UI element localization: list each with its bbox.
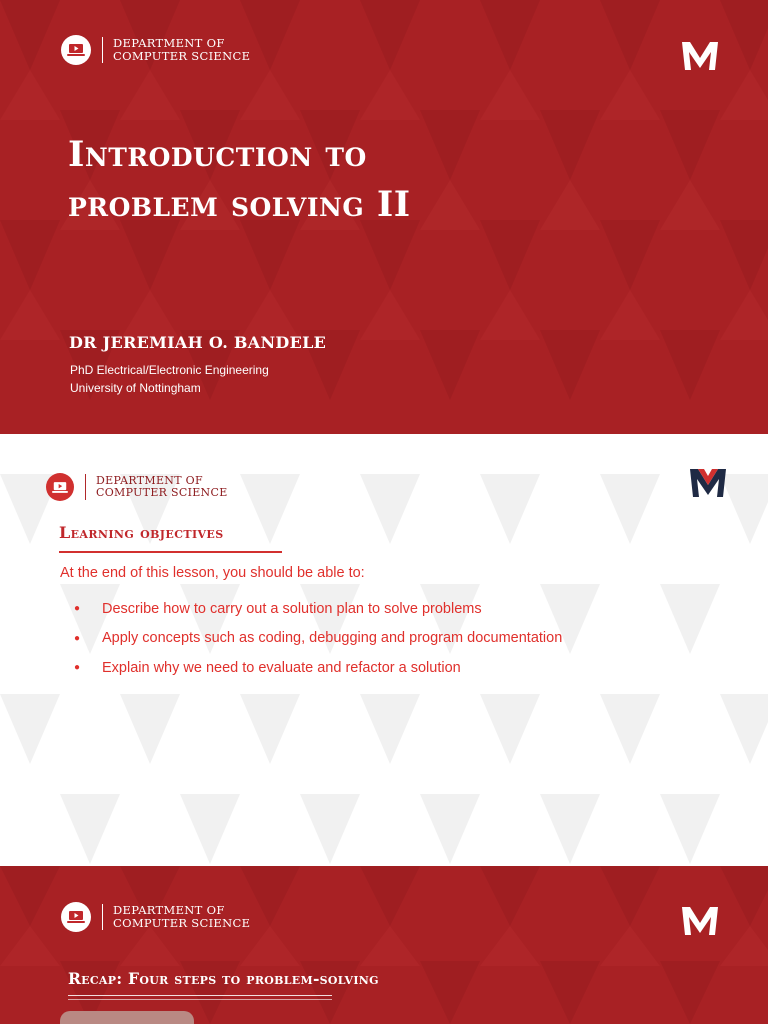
bullet: ● bbox=[74, 662, 81, 674]
department-name bbox=[113, 37, 250, 63]
logo-divider bbox=[102, 904, 103, 930]
section-title: Learning objectives bbox=[59, 523, 224, 542]
logo-divider bbox=[102, 37, 103, 63]
presenter-affiliation bbox=[70, 361, 269, 397]
department-name bbox=[96, 475, 228, 499]
department-name bbox=[113, 904, 250, 930]
university-m-logo bbox=[682, 905, 718, 937]
department-logo bbox=[46, 473, 228, 501]
slide-title-line1: Introduction to bbox=[68, 134, 367, 175]
affiliation-degree: PhD Electrical/Electronic Engineering bbox=[70, 363, 269, 377]
laptop-play-icon bbox=[61, 35, 91, 65]
background-pattern bbox=[0, 866, 768, 1024]
objective-text: Describe how to carry out a solution plan to solve problems bbox=[102, 600, 482, 617]
title-underline-secondary bbox=[68, 999, 332, 1000]
presenter-name: DR JEREMIAH O. BANDELE bbox=[69, 333, 327, 352]
list-item bbox=[74, 594, 562, 624]
laptop-play-icon bbox=[61, 902, 91, 932]
title-slide bbox=[0, 0, 768, 434]
department-name-line1: DEPARTMENT OF bbox=[113, 903, 225, 917]
list-item bbox=[74, 624, 562, 654]
department-name-line1: DEPARTMENT OF bbox=[96, 474, 203, 487]
bullet: ● bbox=[74, 632, 81, 644]
laptop-play-icon bbox=[46, 473, 74, 501]
affiliation-university: University of Nottingham bbox=[70, 381, 201, 395]
bullet: ● bbox=[74, 603, 81, 615]
objective-text: Explain why we need to evaluate and refactor a solution bbox=[102, 659, 461, 676]
logo-divider bbox=[85, 474, 86, 500]
university-m-logo bbox=[690, 467, 726, 499]
objectives-intro: At the end of this lesson, you should be able to: bbox=[60, 565, 365, 581]
section-title: Recap: Four steps to problem-solving bbox=[68, 969, 379, 988]
objectives-list bbox=[74, 594, 562, 683]
department-logo bbox=[61, 902, 250, 932]
department-name-line2: COMPUTER SCIENCE bbox=[113, 49, 251, 63]
university-m-logo bbox=[682, 40, 718, 72]
step-card-partial bbox=[60, 1011, 194, 1024]
department-name-line2: COMPUTER SCIENCE bbox=[113, 916, 251, 930]
title-underline bbox=[59, 551, 282, 553]
slide-title-line2: problem solving II bbox=[68, 184, 411, 225]
department-name-line1: DEPARTMENT OF bbox=[113, 36, 225, 50]
learning-objectives-slide bbox=[0, 434, 768, 866]
title-underline bbox=[68, 995, 332, 996]
objective-text: Apply concepts such as coding, debugging and program documentation bbox=[102, 630, 563, 647]
slide-title bbox=[68, 130, 411, 230]
list-item bbox=[74, 653, 562, 683]
recap-slide bbox=[0, 866, 768, 1024]
department-logo bbox=[61, 35, 250, 65]
department-name-line2: COMPUTER SCIENCE bbox=[96, 486, 228, 499]
